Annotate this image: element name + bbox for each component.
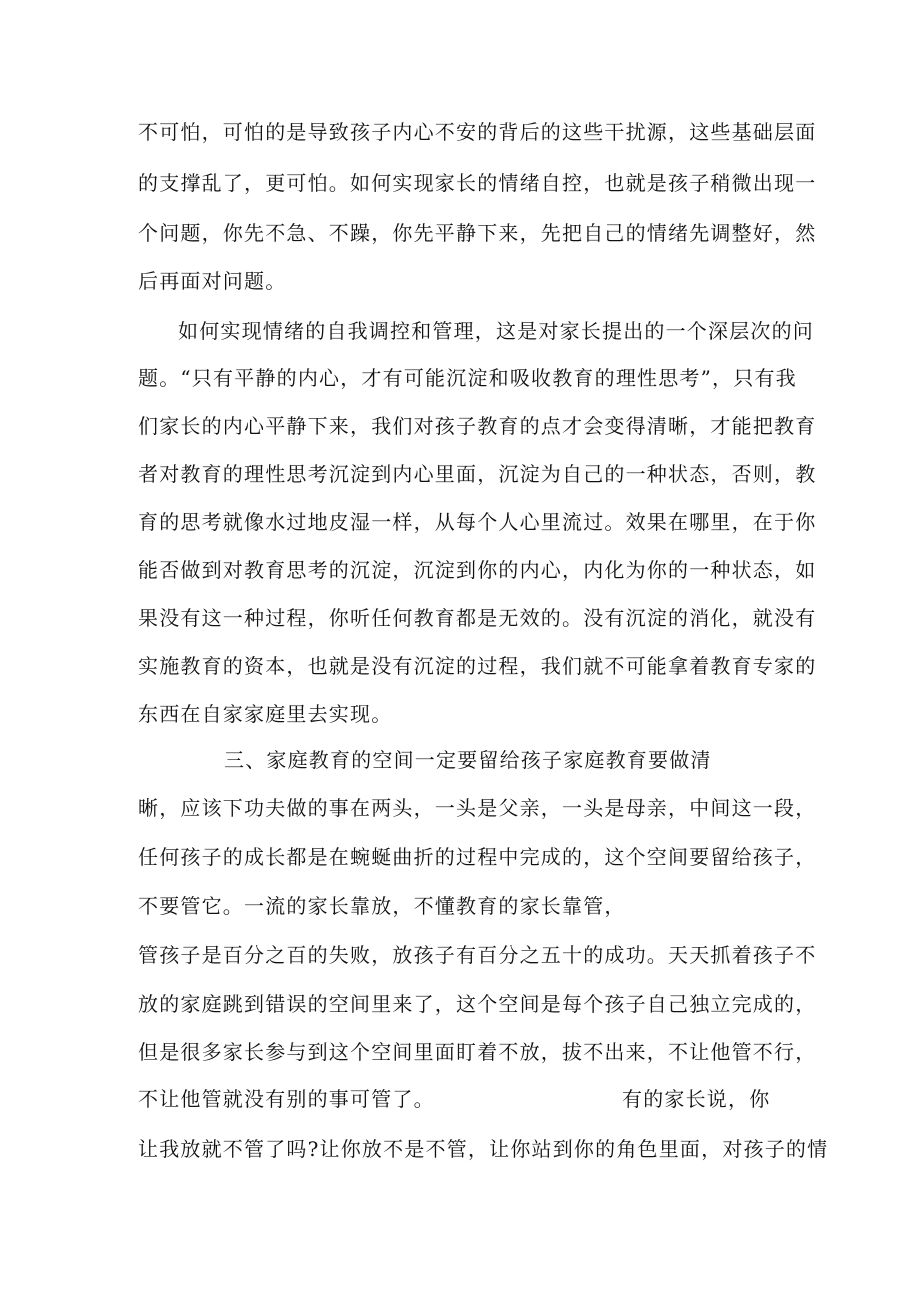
paragraph-line: 东西在自家家庭里去实现。 [138, 702, 393, 726]
paragraph-line: 们家长的内心平静下来，我们对孩子教育的点才会变得清晰，才能把教育 [138, 414, 817, 438]
paragraph-line: 个问题，你先不急、不躁，你先平静下来，先把自己的情绪先调整好，然 [138, 221, 817, 245]
paragraph-line: 能否做到对教育思考的沉淀，沉淀到你的内心，内化为你的一种状态，如 [138, 558, 817, 582]
paragraph-line: 者对教育的理性思考沉淀到内心里面，沉淀为自己的一种状态，否则，教 [138, 462, 817, 486]
paragraph-line: 题。“只有平静的内心，才有可能沉淀和吸收教育的理性思考”，只有我 [138, 366, 797, 390]
paragraph-line: 不可怕，可怕的是导致孩子内心不安的背后的这些干扰源，这些基础层面 [138, 120, 817, 144]
paragraph-line: 但是很多家长参与到这个空间里面盯着不放，拔不出来，不让他管不行， [138, 1040, 817, 1064]
paragraph-line: 育的思考就像水过地皮湿一样，从每个人心里流过。效果在哪里，在于你 [138, 510, 817, 534]
paragraph-line: 晰，应该下功夫做的事在两头，一头是父亲，一头是母亲，中间这一段， [138, 796, 817, 820]
paragraph-line: 实施教育的资本，也就是没有沉淀的过程，我们就不可能拿着教育专家的 [138, 654, 817, 678]
paragraph-line: 的支撑乱了，更可怕。如何实现家长的情绪自控，也就是孩子稍微出现一 [138, 171, 817, 195]
paragraph-line: 任何孩子的成长都是在蜿蜒曲折的过程中完成的，这个空间要留给孩子， [138, 845, 817, 869]
paragraph-line: 如何实现情绪的自我调控和管理，这是对家长提出的一个深层次的问 [178, 319, 814, 343]
paragraph-line: 有的家长说，你 [622, 1087, 771, 1111]
paragraph-line: 让我放就不管了吗?让你放不是不管，让你站到你的角色里面，对孩子的情 [138, 1137, 829, 1161]
paragraph-line: 果没有这一种过程，你听任何教育都是无效的。没有沉淀的消化，就没有 [138, 606, 817, 630]
paragraph-line: 管孩子是百分之百的失败，放孩子有百分之五十的成功。天天抓着孩子不 [138, 943, 817, 967]
section-heading: 三、家庭教育的空间一定要留给孩子家庭教育要做清 [224, 748, 712, 772]
paragraph-line: 不要管它。一流的家长靠放，不懂教育的家长靠管， [138, 894, 626, 918]
paragraph-line: 放的家庭跳到错误的空间里来了，这个空间是每个孩子自己独立完成的， [138, 992, 817, 1016]
paragraph-line: 不让他管就没有别的事可管了。 [138, 1087, 435, 1111]
paragraph-line: 后再面对问题。 [138, 269, 287, 293]
